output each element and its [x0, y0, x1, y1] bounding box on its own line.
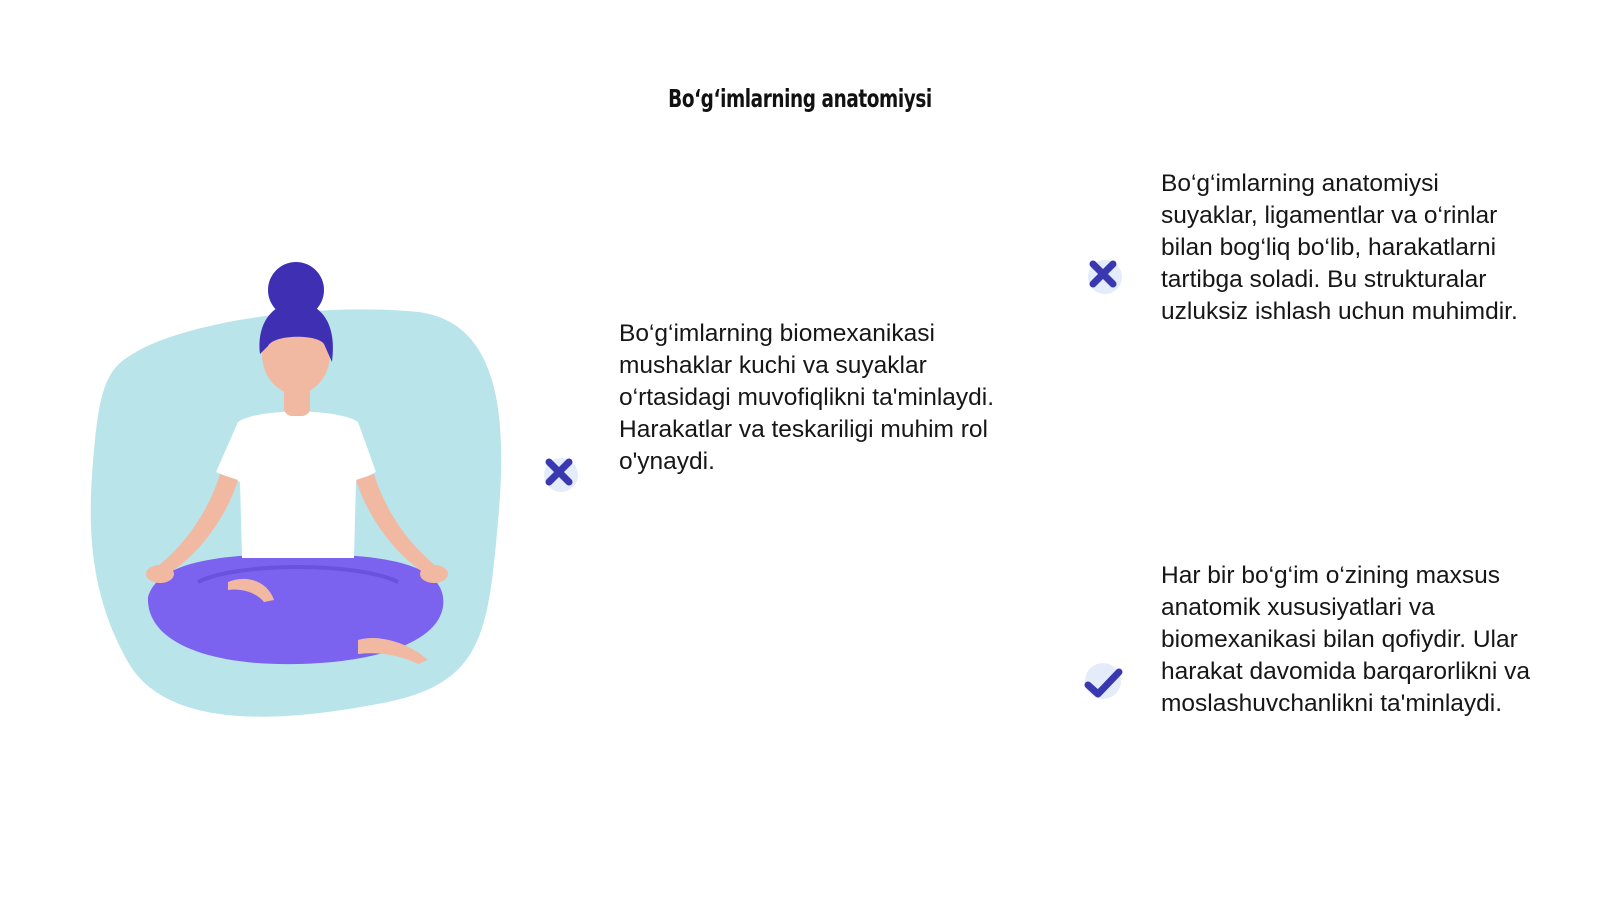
cross-icon [1081, 252, 1125, 296]
info-text-anatomy [1161, 168, 1581, 328]
info-text-features [1161, 560, 1581, 720]
info-text-biomechanics [619, 318, 1059, 478]
text-line: anatomik xususiyatlari va [1161, 594, 1435, 621]
text-line: o‘rtasidagi muvofiqlikni ta'minlaydi. [619, 384, 995, 411]
text-line: bilan bog‘liq bo‘lib, harakatlarni [1161, 234, 1497, 261]
cross-icon [537, 450, 581, 494]
text-line: tartibga soladi. Bu strukturalar [1161, 266, 1487, 293]
meditation-svg [88, 262, 508, 732]
text-line: Harakatlar va teskariligi muhim rol [619, 416, 988, 443]
right-hand [420, 565, 448, 583]
text-line: o'ynaydi. [619, 448, 715, 475]
text-line: mushaklar kuchi va suyaklar [619, 352, 927, 379]
text-line: Har bir bo‘g‘im o‘zining maxsus [1161, 562, 1501, 589]
text-line: Bo‘g‘imlarning biomexanikasi [619, 320, 935, 347]
hair-bun [268, 262, 324, 318]
left-hand [146, 565, 174, 583]
meditating-person-illustration [88, 262, 508, 732]
text-line: biomexanikasi bilan qofiydir. Ular [1161, 626, 1518, 653]
text-line: Bo‘g‘imlarning anatomiysi [1161, 170, 1439, 197]
text-line: moslashuvchanlikni ta'minlaydi. [1161, 690, 1503, 717]
text-line: suyaklar, ligamentlar va o‘rinlar [1161, 202, 1498, 229]
text-line: harakat davomida barqarorlikni va [1161, 658, 1531, 685]
text-line: uzluksiz ishlash uchun muhimdir. [1161, 298, 1518, 325]
slide-title: Bo‘g‘imlarning anatomiysi [668, 84, 932, 113]
check-icon [1081, 661, 1125, 705]
